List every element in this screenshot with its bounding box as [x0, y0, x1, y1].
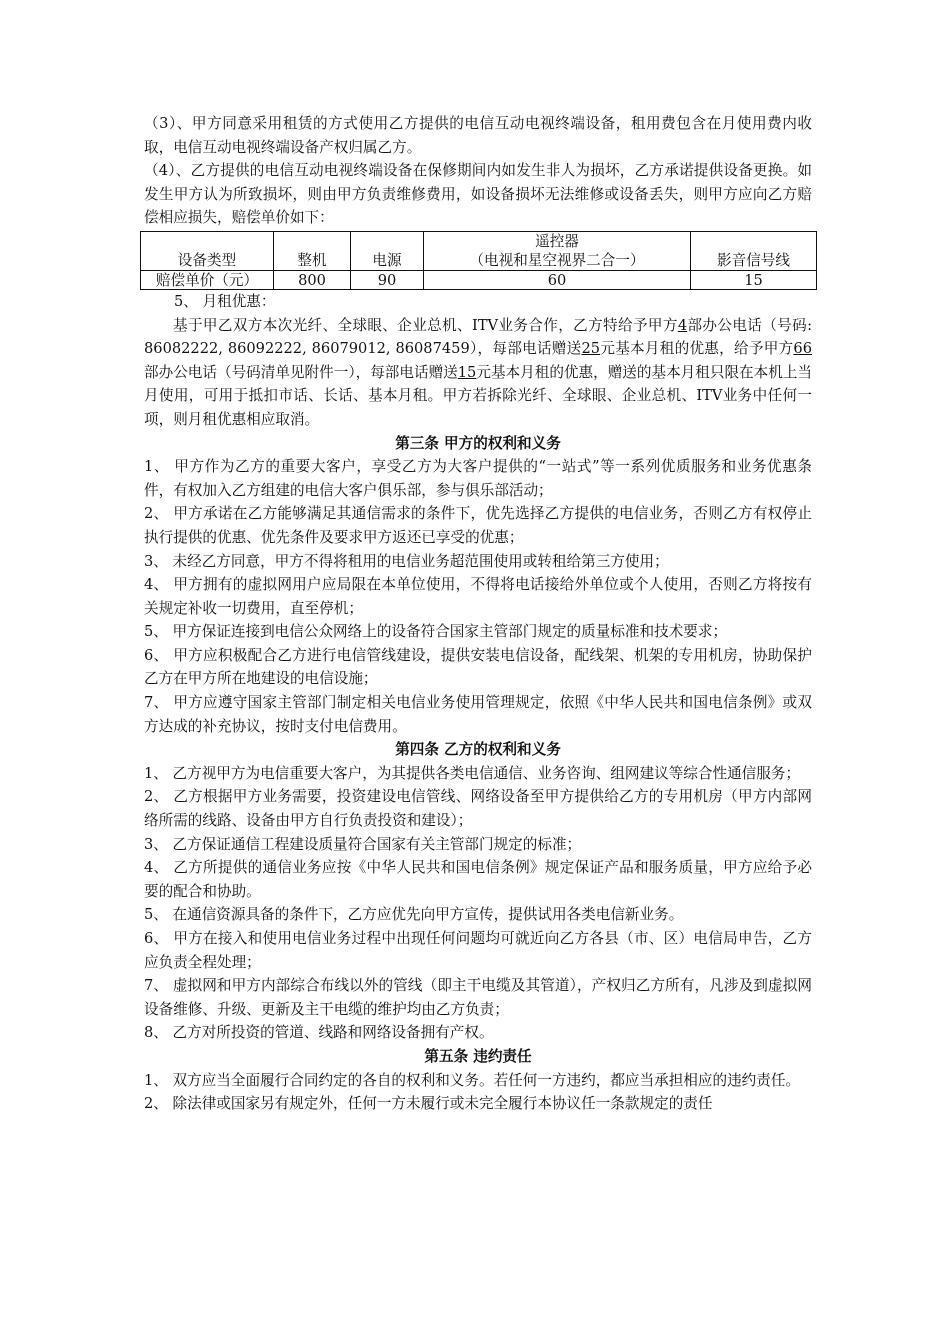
article-4-title: 第四条 乙方的权利和义务 — [395, 741, 561, 759]
rent-text: 元基本月租的优惠，赠送的基本月租只限在本机上当月使用，可用于抵扣市话、长话、基本月租。甲方若拆除光纤、全球眼、企业总机、ITV业务中任何一项，则月租优惠相应取消。 — [144, 363, 813, 428]
article-5-title: 第五条 违约责任 — [424, 1047, 532, 1065]
article-4-item: 3、 乙方保证通信工程建设质量符合国家有关主管部门规定的标准； — [144, 835, 582, 853]
rent-discount-paragraph — [144, 314, 812, 432]
phone-count-1: 4 — [677, 316, 688, 334]
article-3-title: 第三条 甲方的权利和义务 — [395, 434, 561, 452]
remote-label: 遥控器 — [535, 232, 579, 250]
table-header-cell: 影音信号线 — [691, 231, 817, 270]
table-header-cell — [424, 231, 691, 270]
article-4-item: 1、 乙方视甲方为电信重要大客户，为其提供各类电信通信、业务咨询、组网建议等综合性通信服务； — [144, 764, 801, 782]
compensation-price-table — [140, 231, 817, 290]
article-3-item: 7、 甲方应遵守国家主管部门制定相关电信业务使用管理规定，依照《中华人民共和国电信条例》或双方达成的补充协议，按时支付电信费用。 — [144, 694, 812, 735]
rent-text: 部办公电话（号码清单见附件一），每部电话赠送 — [144, 363, 458, 381]
article-4-item: 7、 虚拟网和甲方内部综合布线以外的管线（即主干电缆及其管道），产权归乙方所有，凡涉及到虚拟网设备维修、升级、更新及主干电缆的维护均由乙方负责； — [144, 977, 812, 1018]
discount-amount-2: 15 — [457, 363, 477, 381]
table-row-label: 赔偿单价（元） — [141, 270, 274, 289]
table-header-cell: 设备类型 — [141, 231, 274, 270]
table-cell: 90 — [351, 270, 424, 289]
article-4-item: 8、 乙方对所投资的管道、线路和网络设备拥有产权。 — [144, 1024, 494, 1042]
table-header-cell: 整机 — [274, 231, 351, 270]
document-page — [144, 112, 812, 1116]
rent-text: 部办公电话（号码: 86082222, 86092222, 86079012, 86087459），每部电话赠送 — [144, 316, 813, 358]
rent-text: 基于甲乙双方本次光纤、全球眼、企业总机、ITV业务合作，乙方特给予甲方 — [173, 316, 678, 334]
rent-discount-heading: 5、 月租优惠： — [174, 292, 276, 310]
article-4-item: 6、 甲方在接入和使用电信业务过程中出现任何问题均可就近向乙方各县（市、区）电信局申告，乙方应负责全程处理； — [144, 930, 812, 971]
article-4-item: 5、 在通信资源具备的条件下，乙方应优先向甲方宣传，提供试用各类电信新业务。 — [144, 906, 684, 924]
table-cell: 15 — [691, 270, 817, 289]
phone-count-2: 66 — [793, 340, 812, 358]
rent-text: 元基本月租的优惠，给予甲方 — [600, 340, 794, 358]
article-3-item: 3、 未经乙方同意，甲方不得将租用的电信业务超范围使用或转租给第三方使用； — [144, 552, 669, 570]
table-cell: 800 — [274, 270, 351, 289]
article-3-item: 2、 甲方承诺在乙方能够满足其通信需求的条件下，优先选择乙方提供的电信业务，否则乙方有权停止执行提供的优惠、优先条件及要求甲方返还已享受的优惠； — [144, 505, 812, 546]
article-3-item: 1、 甲方作为乙方的重要大客户，享受乙方为大客户提供的“一站式”等一系列优质服务和业务优惠条件，有权加入乙方组建的电信大客户俱乐部，参与俱乐部活动； — [144, 458, 812, 499]
table-cell: 60 — [424, 270, 691, 289]
remote-sublabel: （电视和星空视界二合一） — [469, 251, 645, 269]
table-row — [141, 270, 817, 289]
article-5-item: 2、 除法律或国家另有规定外，任何一方未履行或未完全履行本协议任一条款规定的责任 — [144, 1095, 713, 1113]
discount-amount-1: 25 — [581, 340, 601, 358]
article-5-item: 1、 双方应当全面履行合同约定的各自的权利和义务。若任何一方违约，都应当承担相应的违约责任。 — [144, 1071, 801, 1089]
article-3-item: 4、 甲方拥有的虚拟网用户应局限在本单位使用，不得将电话接给外单位或个人使用，否则乙方将按有关规定补收一切费用，直至停机； — [144, 576, 812, 617]
article-3-item: 6、 甲方应积极配合乙方进行电信管线建设，提供安装电信设备，配线架、机架的专用机房，协助保护乙方在甲方所在地建设的电信设施； — [144, 646, 812, 688]
article-3-item: 5、 甲方保证连接到电信公众网络上的设备符合国家主管部门规定的质量标准和技术要求； — [144, 623, 728, 641]
clause-3-paragraph: （3）、甲方同意采用租赁的方式使用乙方提供的电信互动电视终端设备，租用费包含在月使用费内收取，电信互动电视终端设备产权归属乙方。 — [144, 115, 812, 156]
clause-4-paragraph: （4）、乙方提供的电信互动电视终端设备在保修期间内如发生非人为损坏，乙方承诺提供设备更换。如发生甲方认为所致损坏，则由甲方负责维修费用，如设备损坏无法维修或设备丢失，则甲方应向乙方赔偿相应损失，赔偿单价如下： — [144, 162, 812, 227]
table-header-cell: 电源 — [351, 231, 424, 270]
article-4-item: 4、 乙方所提供的通信业务应按《中华人民共和国电信条例》规定保证产品和服务质量，甲方应给予必要的配合和协助。 — [144, 859, 812, 900]
table-header-row — [141, 231, 817, 270]
article-4-item: 2、 乙方根据甲方业务需要，投资建设电信管线、网络设备至甲方提供给乙方的专用机房（甲方内部网络所需的线路、设备由甲方自行负责投资和建设）； — [144, 788, 812, 830]
